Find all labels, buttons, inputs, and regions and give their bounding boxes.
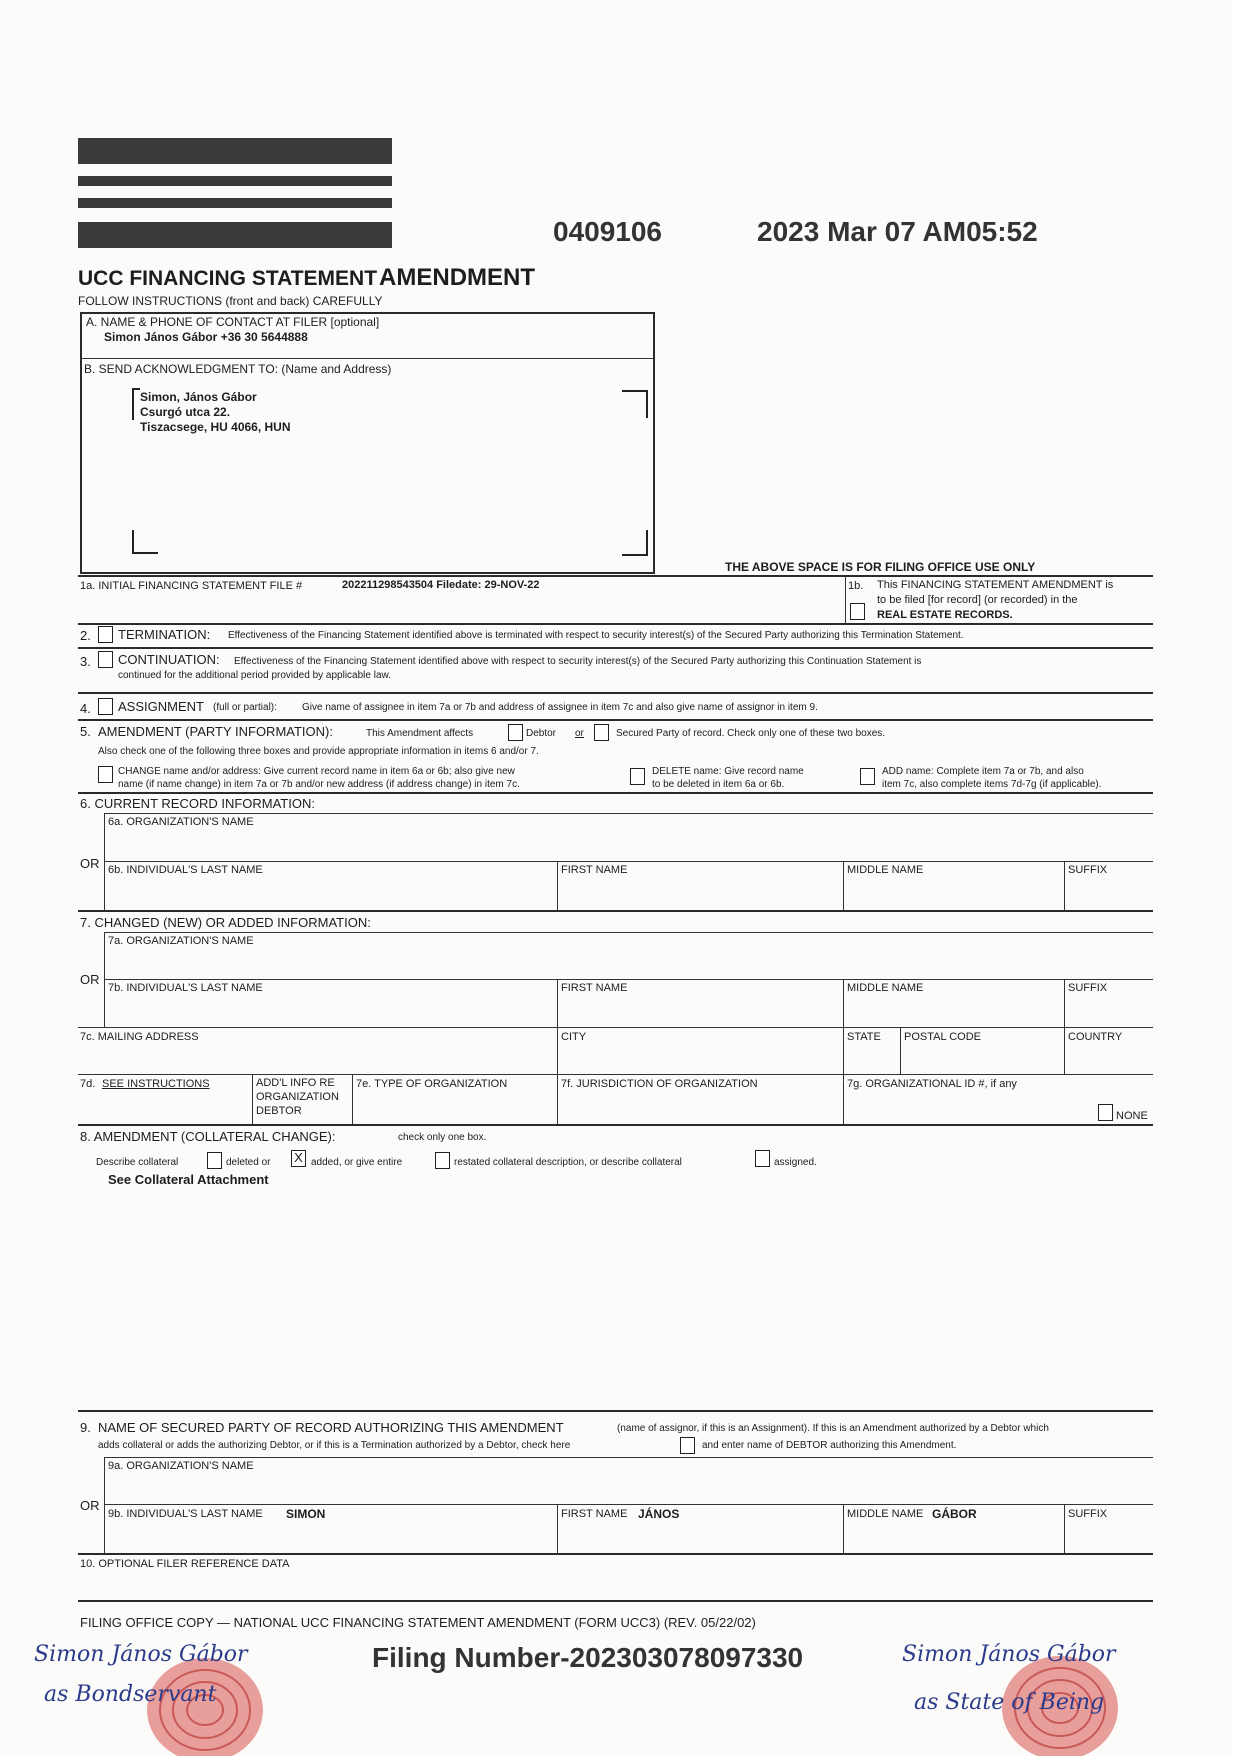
item7-juris: 7f. JURISDICTION OF ORGANIZATION bbox=[561, 1078, 758, 1090]
item5-add2: item 7c, also complete items 7d-7g (if applicable). bbox=[882, 779, 1102, 790]
item4-subtitle: (full or partial): bbox=[213, 702, 277, 713]
corner-mark bbox=[132, 530, 158, 554]
continuation-checkbox[interactable] bbox=[98, 651, 113, 668]
item4-title: ASSIGNMENT bbox=[118, 699, 204, 714]
item7-middle: MIDDLE NAME bbox=[847, 982, 924, 994]
item5-secured: Secured Party of record. Check only one of these two boxes. bbox=[616, 728, 886, 739]
item5-change2: name (if name change) in item 7a or 7b and/or new address (if address change) in item 7c. bbox=[118, 779, 520, 790]
item8-describe: Describe collateral bbox=[96, 1157, 179, 1168]
redaction-bar bbox=[78, 198, 392, 208]
item9-note2a: adds collateral or adds the authorizing Debtor, or if this is a Termination authorized by a Debtor, check here bbox=[98, 1440, 571, 1451]
assigned-checkbox[interactable] bbox=[755, 1150, 770, 1167]
instructions: FOLLOW INSTRUCTIONS (front and back) CAREFULLY bbox=[78, 294, 383, 308]
added-checkbox[interactable]: X bbox=[291, 1150, 306, 1167]
contact-value: Simon János Gábor +36 30 5644888 bbox=[104, 330, 308, 344]
item7-none: NONE bbox=[1116, 1110, 1148, 1122]
form-title-prefix: UCC FINANCING STATEMENT bbox=[78, 267, 378, 290]
form-title-suffix: AMENDMENT bbox=[379, 264, 536, 291]
none-checkbox[interactable] bbox=[1098, 1104, 1113, 1121]
item6-first: FIRST NAME bbox=[561, 864, 628, 876]
item8-title: 8. AMENDMENT (COLLATERAL CHANGE): bbox=[80, 1129, 336, 1144]
item7-orgid: 7g. ORGANIZATIONAL ID #, if any bbox=[847, 1078, 1017, 1090]
item7-or: OR bbox=[80, 972, 100, 987]
item9-first-value: JÁNOS bbox=[638, 1507, 680, 1521]
item5-affects: This Amendment affects bbox=[366, 728, 474, 739]
item8-assigned: assigned. bbox=[774, 1157, 817, 1168]
item1a-value: 202211298543504 Filedate: 29-NOV-22 bbox=[342, 579, 540, 591]
item6-middle: MIDDLE NAME bbox=[847, 864, 924, 876]
item5-change1: CHANGE name and/or address: Give current record name in item 6a or 6b; also give new bbox=[118, 766, 515, 777]
item9-or: OR bbox=[80, 1498, 100, 1513]
item8-deleted: deleted or bbox=[226, 1157, 271, 1168]
item5-debtor: Debtor bbox=[526, 728, 557, 739]
ack-line3: Tiszacsege, HU 4066, HUN bbox=[140, 420, 291, 434]
item7-last: 7b. INDIVIDUAL'S LAST NAME bbox=[108, 982, 263, 994]
item1a-label: 1a. INITIAL FINANCING STATEMENT FILE # bbox=[80, 580, 303, 592]
item9-note2b: and enter name of DEBTOR authorizing this Amendment. bbox=[702, 1440, 957, 1451]
item7-title: 7. CHANGED (NEW) OR ADDED INFORMATION: bbox=[80, 915, 371, 930]
item7-type: 7e. TYPE OF ORGANIZATION bbox=[356, 1078, 508, 1090]
redaction-bar bbox=[78, 176, 392, 186]
item1b-num: 1b. bbox=[848, 580, 864, 592]
item3-text2: continued for the additional period provided by applicable law. bbox=[118, 670, 391, 681]
item7-first: FIRST NAME bbox=[561, 982, 628, 994]
add-checkbox[interactable] bbox=[860, 768, 875, 785]
item9-last-label: 9b. INDIVIDUAL'S LAST NAME bbox=[108, 1508, 263, 1520]
form-title bbox=[78, 264, 535, 292]
item5-or: or bbox=[575, 728, 584, 739]
item9-first-label: FIRST NAME bbox=[561, 1508, 628, 1520]
see-instructions-link[interactable]: SEE INSTRUCTIONS bbox=[102, 1078, 210, 1090]
item9-num: 9. bbox=[80, 1420, 91, 1435]
real-estate-checkbox[interactable] bbox=[850, 603, 865, 620]
item4-text: Give name of assignee in item 7a or 7b and address of assignee in item 7c and also give name of assignor in item 9. bbox=[302, 702, 818, 713]
item9-title: NAME OF SECURED PARTY OF RECORD AUTHORIZING THIS AMENDMENT bbox=[98, 1420, 564, 1435]
item7-country: COUNTRY bbox=[1068, 1031, 1123, 1043]
item5-add1: ADD name: Complete item 7a or 7b, and also bbox=[882, 766, 1084, 777]
item7-org: 7a. ORGANIZATION'S NAME bbox=[108, 935, 254, 947]
item7-city: CITY bbox=[561, 1031, 587, 1043]
signature-right-role: as State of Being bbox=[914, 1690, 1105, 1715]
file-number-stamp: 0409106 bbox=[553, 216, 663, 247]
item7-mailing: 7c. MAILING ADDRESS bbox=[80, 1031, 199, 1043]
redaction-bar bbox=[78, 222, 392, 248]
assignment-checkbox[interactable] bbox=[98, 698, 113, 715]
deleted-checkbox[interactable] bbox=[207, 1152, 222, 1169]
debtor-authorized-checkbox[interactable] bbox=[680, 1437, 695, 1454]
timestamp-stamp: 2023 Mar 07 AM05:52 bbox=[757, 216, 1038, 247]
item7-addl3: DEBTOR bbox=[256, 1105, 302, 1117]
item7-addl1: ADD'L INFO RE bbox=[256, 1077, 335, 1089]
item3-text1: Effectiveness of the Financing Statement identified above with respect to security interest(s) of the Secured Party authorizing this Continuation Statement is bbox=[234, 656, 922, 667]
item5-also: Also check one of the following three boxes and provide appropriate information in items 6 and/or 7. bbox=[98, 746, 539, 757]
item9-suffix: SUFFIX bbox=[1068, 1508, 1108, 1520]
item7-see: 7d. bbox=[80, 1078, 96, 1090]
item4-num: 4. bbox=[80, 701, 91, 716]
item5-delete1: DELETE name: Give record name bbox=[652, 766, 804, 777]
item7-suffix: SUFFIX bbox=[1068, 982, 1108, 994]
ack-line2: Csurgó utca 22. bbox=[140, 405, 231, 419]
corner-mark bbox=[622, 530, 648, 556]
item7-addl2: ORGANIZATION bbox=[256, 1091, 339, 1103]
contact-label: A. NAME & PHONE OF CONTACT AT FILER [optional] bbox=[86, 315, 380, 329]
item2-num: 2. bbox=[80, 628, 91, 643]
item1b-line1: This FINANCING STATEMENT AMENDMENT is bbox=[877, 579, 1114, 591]
ack-line1: Simon, János Gábor bbox=[140, 390, 257, 404]
item8-restated: restated collateral description, or describe collateral bbox=[454, 1157, 682, 1168]
item10-label: 10. OPTIONAL FILER REFERENCE DATA bbox=[80, 1558, 290, 1570]
item8-added: added, or give entire bbox=[311, 1157, 403, 1168]
item9-last-value: SIMON bbox=[286, 1507, 326, 1521]
restated-checkbox[interactable] bbox=[435, 1152, 450, 1169]
item3-num: 3. bbox=[80, 654, 91, 669]
signature-left-name: Simon János Gábor bbox=[34, 1642, 248, 1667]
change-checkbox[interactable] bbox=[98, 766, 113, 783]
item6-suffix: SUFFIX bbox=[1068, 864, 1108, 876]
item5-num: 5. bbox=[80, 724, 91, 739]
debtor-checkbox[interactable] bbox=[508, 724, 523, 741]
filing-number: Filing Number-202303078097330 bbox=[372, 1642, 804, 1673]
redaction-bar bbox=[78, 138, 392, 164]
item6-or: OR bbox=[80, 856, 100, 871]
item9-middle-label: MIDDLE NAME bbox=[847, 1508, 924, 1520]
item8-check: check only one box. bbox=[398, 1132, 487, 1143]
collateral-value: See Collateral Attachment bbox=[108, 1172, 269, 1187]
signature-left-role: as Bondservant bbox=[44, 1682, 217, 1707]
termination-checkbox[interactable] bbox=[98, 626, 113, 643]
item6-last: 6b. INDIVIDUAL'S LAST NAME bbox=[108, 864, 263, 876]
item1b-line2: to be filed [for record] (or recorded) in the bbox=[877, 594, 1078, 606]
footer-copy: FILING OFFICE COPY — NATIONAL UCC FINANCING STATEMENT AMENDMENT (FORM UCC3) (REV. 05/22/02) bbox=[80, 1615, 756, 1630]
filer-box bbox=[80, 312, 655, 574]
signature-right-name: Simon János Gábor bbox=[902, 1642, 1116, 1667]
secured-party-checkbox[interactable] bbox=[594, 724, 609, 741]
item3-title: CONTINUATION: bbox=[118, 652, 220, 667]
item9-middle-value: GÁBOR bbox=[932, 1507, 977, 1521]
item9-note1: (name of assignor, if this is an Assignment). If this is an Amendment authorized by a Debtor which bbox=[617, 1423, 1049, 1434]
item7-state: STATE bbox=[847, 1031, 881, 1043]
corner-mark bbox=[622, 390, 648, 418]
item6-org: 6a. ORGANIZATION'S NAME bbox=[108, 816, 254, 828]
filing-office-note: THE ABOVE SPACE IS FOR FILING OFFICE USE ONLY bbox=[725, 560, 1036, 574]
item9-org: 9a. ORGANIZATION'S NAME bbox=[108, 1460, 254, 1472]
item5-title: AMENDMENT (PARTY INFORMATION): bbox=[98, 724, 333, 739]
corner-mark bbox=[132, 388, 140, 420]
item1b-line3: REAL ESTATE RECORDS. bbox=[877, 609, 1013, 621]
item2-title: TERMINATION: bbox=[118, 627, 211, 642]
item6-title: 6. CURRENT RECORD INFORMATION: bbox=[80, 796, 315, 811]
item7-postal: POSTAL CODE bbox=[904, 1031, 982, 1043]
delete-checkbox[interactable] bbox=[630, 768, 645, 785]
item5-delete2: to be deleted in item 6a or 6b. bbox=[652, 779, 785, 790]
item2-text: Effectiveness of the Financing Statement identified above is terminated with respect to security interest(s) of the Secured Party authorizing this Termination Statement. bbox=[228, 630, 964, 641]
ack-label: B. SEND ACKNOWLEDGMENT TO: (Name and Address) bbox=[84, 362, 392, 376]
